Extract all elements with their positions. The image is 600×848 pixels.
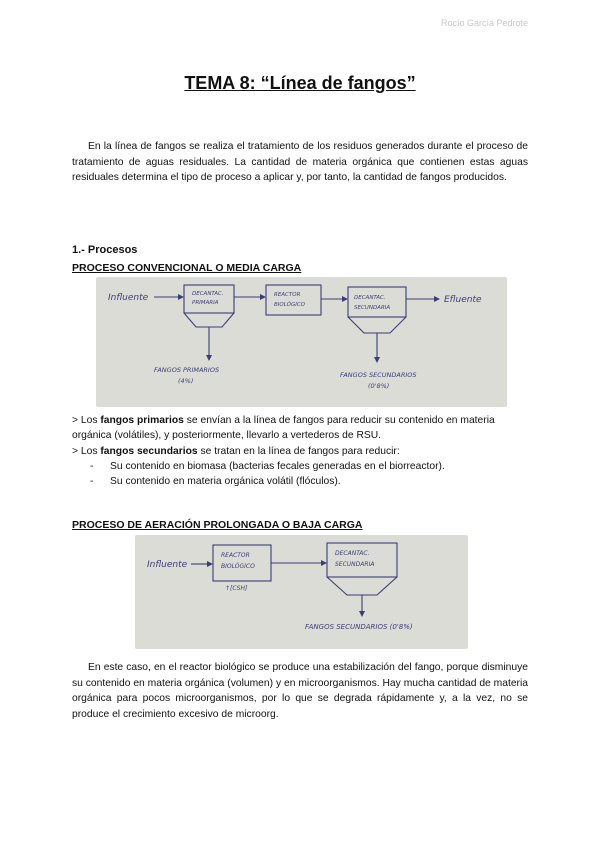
author-header: Rocío García Pedrote xyxy=(440,18,528,28)
section-heading-procesos: 1.- Procesos xyxy=(72,244,138,256)
svg-text:BIOLÓGICO: BIOLÓGICO xyxy=(221,563,255,570)
intro-paragraph: En la línea de fangos se realiza el tratamiento de los residuos generados durante el proceso de tratamiento de aguas residuales. La cantidad de materia orgánica que contienen estas aguas residuales determina el tipo de proceso a aplicar y, por tanto, la cantidad de fangos producidos. xyxy=(72,141,528,183)
diagram1-influent-label: Influente xyxy=(108,293,149,303)
diagram1-primary-sludge xyxy=(154,366,219,385)
subheading-conventional: PROCESO CONVENCIONAL O MEDIA CARGA xyxy=(72,262,302,274)
diagram1-effluent-label: Efluente xyxy=(444,295,482,305)
diagram1-secondary-settler xyxy=(348,287,406,333)
svg-text:FANGOS PRIMARIOS: FANGOS PRIMARIOS xyxy=(154,366,220,374)
svg-text:DECANTAC.: DECANTAC. xyxy=(192,291,224,297)
diagram2-bio-reactor xyxy=(213,545,271,592)
diagram1-secondary-sludge xyxy=(340,371,417,390)
page-title: TEMA 8: “Línea de fangos” xyxy=(184,73,416,93)
extended-paragraph: En este caso, en el reactor biológico se produce una estabilización del fango, porque disminuye su contenido en materia orgánica (volumen) y en microorganismos. Hay mucha cantidad de materia orgánica para pocos microorganismos, por lo que se degrada rápidamente y, a la vez, no se produce el crecimiento excesivo de microorg. xyxy=(72,662,528,720)
diagram2-csh-note: ↑[CSH] xyxy=(225,585,248,592)
diagram1-bio-reactor xyxy=(266,285,321,315)
note-primary-sludge: > Los fangos primarios se envían a la línea de fangos para reducir su contenido en materia orgánica (volátiles), y posteriormente, llevarlo a vertederos de RSU. xyxy=(72,415,495,442)
svg-text:DECANTAC.: DECANTAC. xyxy=(335,550,370,557)
svg-text:BIOLÓGICO: BIOLÓGICO xyxy=(274,302,306,308)
diagram2-secondary-sludge: FANGOS SECUNDARIOS (0'8%) xyxy=(305,623,413,631)
diagram-extended-photo xyxy=(135,535,468,649)
svg-text:(4%): (4%) xyxy=(178,377,194,385)
sub-item-volatile: - Su contenido en materia orgánica volátil (flóculos). xyxy=(90,476,341,487)
svg-text:REACTOR: REACTOR xyxy=(274,292,301,298)
note-secondary-sludge: > Los fangos secundarios se tratan en la línea de fangos para reducir: xyxy=(72,446,400,457)
svg-text:REACTOR: REACTOR xyxy=(221,552,250,559)
svg-text:SECUNDARIA: SECUNDARIA xyxy=(354,305,391,311)
diagram-conventional-photo xyxy=(96,277,507,407)
svg-text:PRIMARIA: PRIMARIA xyxy=(192,300,219,306)
subheading-extended: PROCESO DE AERACIÓN PROLONGADA O BAJA CARGA xyxy=(72,519,363,531)
svg-text:(0'8%): (0'8%) xyxy=(368,382,390,390)
svg-text:DECANTAC.: DECANTAC. xyxy=(354,295,386,301)
diagram2-influent-label: Influente xyxy=(147,560,188,570)
svg-text:SECUNDARIA: SECUNDARIA xyxy=(335,561,375,568)
sub-item-biomass: - Su contenido en biomasa (bacterias fecales generadas en el biorreactor). xyxy=(90,461,445,472)
diagram1-primary-settler xyxy=(184,285,234,327)
diagram2-secondary-settler xyxy=(327,543,397,595)
svg-text:FANGOS SECUNDARIOS: FANGOS SECUNDARIOS xyxy=(340,371,417,379)
